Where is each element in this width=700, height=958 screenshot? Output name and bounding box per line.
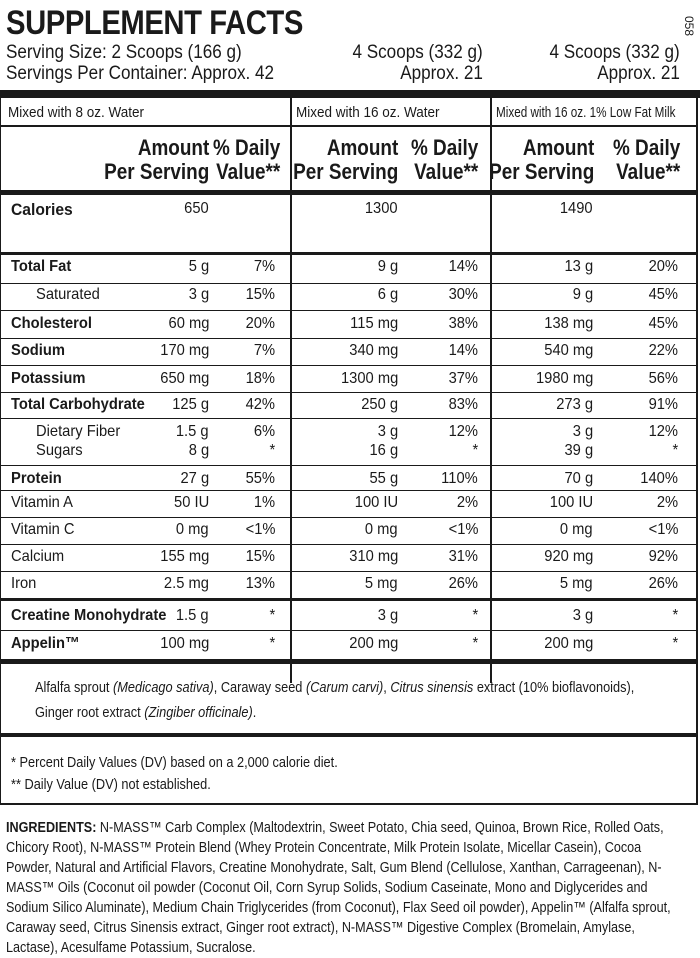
appelin-text: Alfalfa sprout — [35, 680, 114, 696]
nutrient-name: Creatine Monohydrate — [11, 607, 167, 624]
daily-value: 26% — [448, 575, 478, 592]
box-left-edge — [0, 98, 1, 804]
row-separator — [0, 571, 698, 572]
amount-value: 1300 mg — [340, 370, 398, 387]
amount-value: 650 mg — [159, 370, 209, 387]
daily-value: 31% — [448, 548, 478, 565]
daily-value: * — [472, 635, 478, 652]
amount-value: 310 mg — [348, 548, 398, 565]
amount-value: 1.5 g — [176, 423, 209, 440]
amount-value: 200 mg — [348, 635, 398, 652]
appelin-description-line2 — [35, 703, 256, 724]
nutrient-name: Sugars — [36, 442, 83, 459]
amount-value: 16 g — [369, 442, 398, 459]
amount-value: 3 g — [188, 286, 209, 303]
box-right-edge — [696, 683, 698, 804]
box-bottom-rule — [0, 803, 698, 805]
row-separator — [0, 283, 698, 284]
nutrient-name: Iron — [11, 575, 37, 592]
amount-value: 27 g — [180, 470, 209, 487]
amount-header-col2 — [293, 136, 398, 184]
amount-value: 5 mg — [560, 575, 593, 592]
daily-value: 20% — [245, 315, 275, 332]
nutrient-name: Appelin™ — [11, 635, 80, 652]
nutrient-name: Total Fat — [11, 258, 72, 275]
daily-value: 45% — [648, 315, 678, 332]
nutrient-name: Protein — [11, 470, 62, 487]
appelin-text: Citrus sinensis — [390, 680, 474, 696]
daily-value: 45% — [648, 286, 678, 303]
row-separator — [0, 544, 698, 545]
amount-value: 8 g — [188, 442, 209, 459]
amount-header-line1: Amount — [522, 135, 594, 160]
daily-value: 6% — [253, 423, 275, 440]
daily-value: 15% — [245, 286, 275, 303]
nutrient-name: Sodium — [11, 342, 65, 359]
daily-value: 56% — [648, 370, 678, 387]
amount-value: 1300 — [365, 200, 398, 217]
amount-value: 200 mg — [543, 635, 593, 652]
row-separator — [0, 338, 698, 339]
amount-value: 0 mg — [560, 521, 593, 538]
amount-value: 3 g — [377, 423, 398, 440]
daily-value: 18% — [245, 370, 275, 387]
daily-value: 2% — [656, 494, 678, 511]
serving-size-col2: 4 Scoops (332 g) — [352, 42, 483, 63]
daily-value: 26% — [648, 575, 678, 592]
dv-header-col2 — [411, 136, 478, 184]
amount-value: 9 g — [377, 258, 398, 275]
serving-size-col3: 4 Scoops (332 g) — [549, 42, 680, 63]
rule-above-footnotes — [0, 733, 698, 737]
nutrient-name: Cholesterol — [11, 315, 92, 332]
amount-value: 70 g — [564, 470, 593, 487]
ingredients-list: N-MASS™ Carb Complex (Maltodextrin, Sweet Potato, Chia seed, Quinoa, Brown Rice, Rolled Oats, Chicory Root), N-MASS™ Protein Blend (Whey Protein Concentrate, Milk Protein Isolate, Micellar Casein), Cocoa Powder, Natural and Artificial Flavors, Creatine Monohydrate, Salt, Gum Blend (Cellulose, Xanthan, Carrageenan), N-MASS™ Oils (Coconut oil powder (Coconut Oil, Corn Syrup Solids, Sodium Caseinate, Mono and Diglycerides and Sodium Silico Aluminate), Medium Chain Triglycerides (from Coconut), Flax Seed oil powder), Appelin™ (Alfalfa sprout, Caraway seed, Citrus Sinensis extract, Ginger root extract), N-MASS™ Digestive Complex (Bromelain, Amylase, Lactase), Acesulfame Potassium, Sucralose. — [6, 820, 671, 956]
row-separator — [0, 465, 698, 466]
column-divider-3 — [696, 98, 698, 683]
daily-value: 15% — [245, 548, 275, 565]
daily-value: 38% — [448, 315, 478, 332]
dv-header-col1 — [213, 136, 280, 184]
appelin-text: . — [252, 705, 257, 721]
serving-size-col1: Serving Size: 2 Scoops (166 g) — [6, 42, 242, 63]
nutrient-name: Vitamin A — [11, 494, 73, 511]
dv-header-line2: Value** — [413, 159, 478, 184]
amount-value: 650 — [184, 200, 209, 217]
dv-header-line2: Value** — [215, 159, 280, 184]
amount-value: 3 g — [572, 607, 593, 624]
amount-value: 6 g — [377, 286, 398, 303]
row-separator — [0, 418, 698, 419]
amount-header-line2: Per Serving — [103, 159, 209, 184]
daily-value: 20% — [648, 258, 678, 275]
daily-value: 2% — [456, 494, 478, 511]
dv-header-col3 — [613, 136, 680, 184]
amount-value: 155 mg — [159, 548, 209, 565]
amount-value: 1980 mg — [535, 370, 593, 387]
daily-value: 110% — [441, 470, 478, 487]
daily-value: 91% — [648, 396, 678, 413]
mixed-with-col1: Mixed with 8 oz. Water — [8, 104, 145, 121]
nutrient-name: Potassium — [11, 370, 86, 387]
amount-value: 9 g — [572, 286, 593, 303]
column-divider-2 — [490, 98, 492, 683]
row-separator — [0, 517, 698, 518]
daily-value: * — [269, 607, 275, 624]
amount-value: 3 g — [572, 423, 593, 440]
daily-value: 22% — [648, 342, 678, 359]
nutrient-name: Vitamin C — [11, 521, 75, 538]
amount-value: 250 g — [361, 396, 398, 413]
amount-value: 3 g — [377, 607, 398, 624]
rule-under-headers — [0, 190, 698, 195]
appelin-text: , Caraway seed — [213, 680, 306, 696]
amount-value: 125 g — [172, 396, 209, 413]
servings-per-container-col1: Servings Per Container: Approx. 42 — [6, 63, 275, 84]
amount-value: 60 mg — [168, 315, 209, 332]
amount-value: 55 g — [369, 470, 398, 487]
thick-rule-bottom — [0, 659, 698, 664]
amount-value: 100 IU — [549, 494, 593, 511]
daily-value: * — [672, 442, 678, 459]
daily-value: * — [269, 442, 275, 459]
daily-value: 7% — [253, 258, 275, 275]
daily-value: 13% — [245, 575, 275, 592]
daily-value: 7% — [253, 342, 275, 359]
amount-header-col3 — [489, 136, 594, 184]
amount-value: 13 g — [564, 258, 593, 275]
row-separator — [0, 598, 698, 601]
servings-per-container-col2: Approx. 21 — [400, 63, 483, 84]
dv-header-line2: Value** — [615, 159, 680, 184]
daily-value: <1% — [245, 521, 275, 538]
footnote-not-established: ** Daily Value (DV) not established. — [11, 777, 211, 793]
daily-value: <1% — [448, 521, 478, 538]
appelin-text: (Zingiber officinale) — [144, 705, 253, 721]
amount-value: 273 g — [556, 396, 593, 413]
amount-value: 540 mg — [543, 342, 593, 359]
amount-value: 1490 — [560, 200, 593, 217]
amount-value: 1.5 g — [176, 607, 209, 624]
daily-value: * — [672, 607, 678, 624]
daily-value: 37% — [448, 370, 478, 387]
nutrient-name: Dietary Fiber — [36, 423, 121, 440]
amount-value: 340 mg — [348, 342, 398, 359]
label-title: SUPPLEMENT FACTS — [6, 4, 303, 42]
row-separator — [0, 310, 698, 311]
daily-value: * — [672, 635, 678, 652]
amount-value: 170 mg — [159, 342, 209, 359]
nutrient-name: Saturated — [36, 286, 100, 303]
daily-value: 14% — [448, 342, 478, 359]
row-separator — [0, 490, 698, 491]
row-separator — [0, 252, 698, 255]
amount-header-line2: Per Serving — [488, 159, 594, 184]
appelin-description-line1 — [35, 678, 634, 699]
daily-value: 30% — [448, 286, 478, 303]
amount-value: 50 IU — [173, 494, 209, 511]
amount-value: 5 g — [188, 258, 209, 275]
appelin-text: (Medicago sativa) — [113, 680, 214, 696]
daily-value: 42% — [245, 396, 275, 413]
servings-per-container-col3: Approx. 21 — [597, 63, 680, 84]
daily-value: 1% — [253, 494, 275, 511]
appelin-text: (Carum carvi) — [305, 680, 384, 696]
daily-value: 12% — [648, 423, 678, 440]
dv-header-line1: % Daily — [212, 135, 280, 160]
amount-header-line2: Per Serving — [292, 159, 398, 184]
side-code: 058 — [682, 16, 696, 37]
row-separator — [0, 630, 698, 631]
daily-value: 14% — [448, 258, 478, 275]
thick-rule-top — [0, 90, 700, 98]
rule-under-mixed — [0, 125, 698, 127]
daily-value: 12% — [448, 423, 478, 440]
amount-header-line1: Amount — [137, 135, 209, 160]
nutrient-name: Calories — [11, 200, 73, 219]
row-separator — [0, 392, 698, 393]
mixed-with-col2: Mixed with 16 oz. Water — [296, 104, 440, 121]
amount-value: 0 mg — [365, 521, 398, 538]
amount-value: 2.5 mg — [163, 575, 209, 592]
ingredients-text — [6, 818, 680, 958]
daily-value: <1% — [648, 521, 678, 538]
amount-value: 920 mg — [543, 548, 593, 565]
amount-value: 138 mg — [543, 315, 593, 332]
appelin-text: extract (10% bioflavonoids), — [473, 680, 635, 696]
nutrient-name: Calcium — [11, 548, 65, 565]
amount-value: 39 g — [564, 442, 593, 459]
amount-value: 100 IU — [354, 494, 398, 511]
daily-value: 55% — [245, 470, 275, 487]
appelin-text: , — [383, 680, 391, 696]
amount-value: 100 mg — [159, 635, 209, 652]
daily-value: * — [472, 607, 478, 624]
column-divider-1 — [290, 98, 292, 683]
row-separator — [0, 365, 698, 366]
daily-value: 83% — [448, 396, 478, 413]
amount-header-col1 — [104, 136, 209, 184]
daily-value: 92% — [648, 548, 678, 565]
dv-header-line1: % Daily — [612, 135, 680, 160]
daily-value: * — [269, 635, 275, 652]
nutrient-name: Total Carbohydrate — [11, 396, 145, 413]
footnote-dv: * Percent Daily Values (DV) based on a 2,000 calorie diet. — [11, 755, 338, 771]
amount-value: 0 mg — [176, 521, 209, 538]
amount-value: 115 mg — [349, 315, 398, 332]
dv-header-line1: % Daily — [410, 135, 478, 160]
daily-value: 140% — [640, 470, 678, 487]
daily-value: * — [472, 442, 478, 459]
ingredients-label: INGREDIENTS: — [6, 820, 97, 836]
amount-value: 5 mg — [365, 575, 398, 592]
appelin-text: Ginger root extract — [35, 705, 145, 721]
mixed-with-col3: Mixed with 16 oz. 1% Low Fat Milk — [496, 104, 676, 121]
amount-header-line1: Amount — [326, 135, 398, 160]
